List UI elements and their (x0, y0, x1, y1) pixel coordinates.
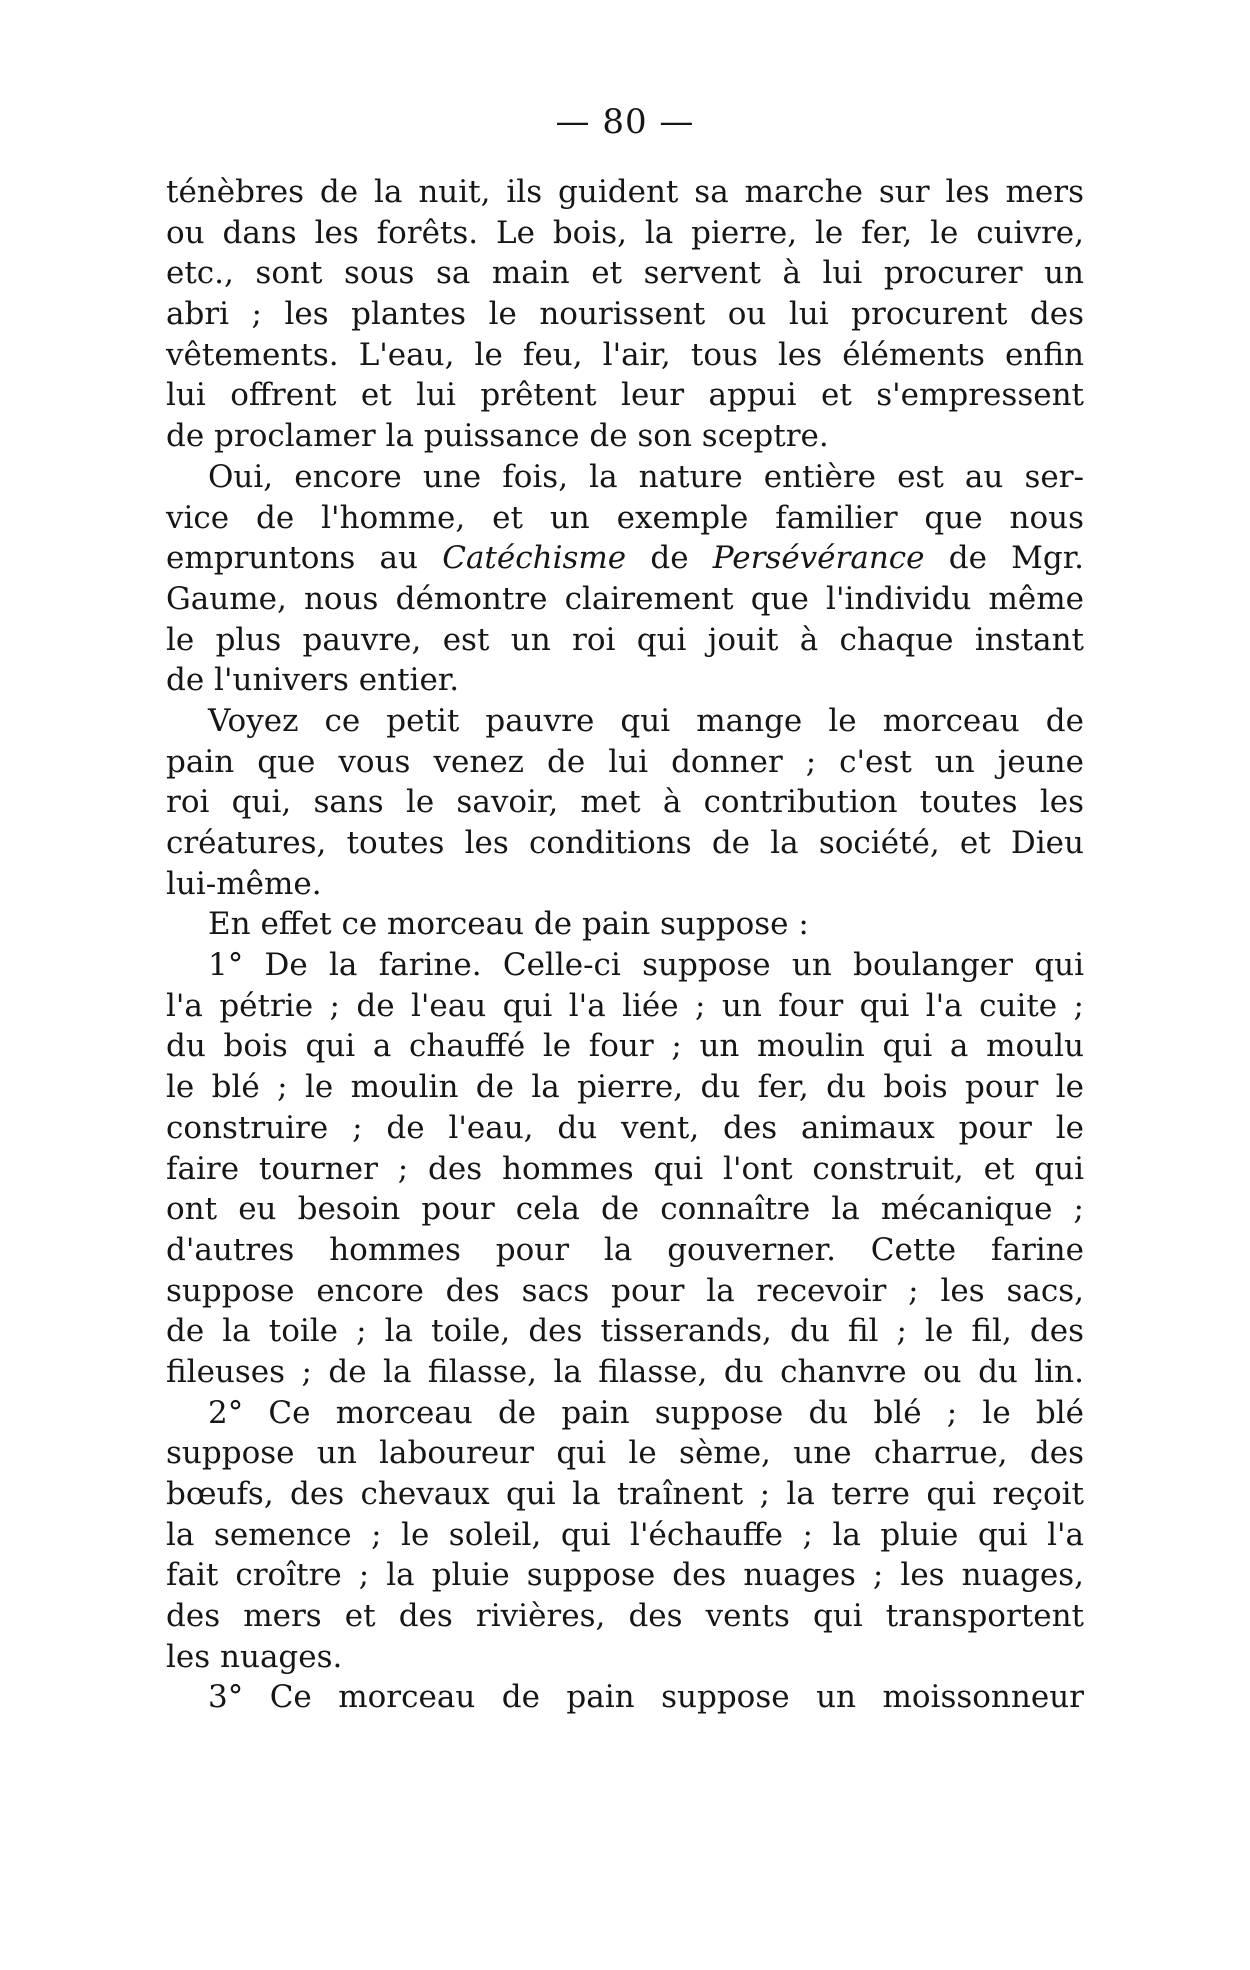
text-line: ont eu besoin pour cela de connaître la mécanique ; (166, 1191, 1084, 1228)
text-line: de proclamer la puissance de son sceptre. (166, 418, 829, 455)
text-line: 1° De la farine. Celle-ci suppose un boulanger qui (208, 947, 1084, 984)
text-line: pain que vous venez de lui donner ; c'est un jeune (166, 743, 1084, 780)
text-line: les nuages. (166, 1638, 343, 1675)
book-title-italic: Persévérance (712, 540, 925, 577)
text-line: de l'univers entier. (166, 662, 460, 699)
text-line: le blé ; le moulin de la pierre, du fer, du bois pour le (166, 1069, 1084, 1106)
book-title-italic: Catéchisme (442, 540, 627, 577)
text-line: le plus pauvre, est un roi qui jouit à chaque instant (166, 621, 1084, 658)
text-line: 3° Ce morceau de pain suppose un moissonneur (208, 1679, 1084, 1716)
text-line: faire tourner ; des hommes qui l'ont construit, et qui (166, 1150, 1084, 1187)
text-line: construire ; de l'eau, du vent, des animaux pour le (166, 1109, 1084, 1146)
text-line: Oui, encore une fois, la nature entière est au ser- (208, 458, 1084, 495)
text-line: Voyez ce petit pauvre qui mange le morceau de (208, 702, 1084, 739)
text-line: etc., sont sous sa main et servent à lui procurer un (166, 255, 1084, 292)
page-number: — 80 — (555, 102, 695, 142)
text-line: roi qui, sans le savoir, met à contribution toutes les (166, 784, 1084, 821)
text-line: des mers et des rivières, des vents qui transportent (166, 1598, 1084, 1635)
text-line: lui offrent et lui prêtent leur appui et s'empressent (166, 377, 1084, 414)
text-line: de la toile ; la toile, des tisserands, du fil ; le fil, des (166, 1313, 1084, 1350)
body-text (166, 172, 1084, 1718)
text-line: fait croître ; la pluie suppose des nuages ; les nuages, (166, 1557, 1084, 1594)
text-line: empruntons au Catéchisme de Persévérance de Mgr. (166, 540, 1084, 577)
text-line: l'a pétrie ; de l'eau qui l'a liée ; un four qui l'a cuite ; (166, 987, 1084, 1024)
text-line: lui-même. (166, 865, 322, 902)
text-line: En effet ce morceau de pain suppose : (208, 906, 809, 943)
text-line: fileuses ; de la filasse, la filasse, du chanvre ou du lin. (166, 1353, 1084, 1390)
text-line: Gaume, nous démontre clairement que l'individu même (166, 580, 1084, 617)
text-line: ou dans les forêts. Le bois, la pierre, le fer, le cuivre, (166, 214, 1084, 251)
text-line: suppose un laboureur qui le sème, une charrue, des (166, 1435, 1084, 1472)
text-line: suppose encore des sacs pour la recevoir ; les sacs, (166, 1272, 1084, 1309)
text-line: vêtements. L'eau, le feu, l'air, tous les éléments enfin (166, 336, 1084, 373)
text-line: 2° Ce morceau de pain suppose du blé ; le blé (208, 1394, 1084, 1431)
text-line: créatures, toutes les conditions de la société, et Dieu (166, 825, 1084, 861)
text-line: abri ; les plantes le nourissent ou lui procurent des (166, 296, 1084, 333)
text-line: du bois qui a chauffé le four ; un moulin qui a moulu (166, 1028, 1084, 1065)
text-line: d'autres hommes pour la gouverner. Cette farine (166, 1231, 1084, 1268)
text-line: bœufs, des chevaux qui la traînent ; la terre qui reçoit (166, 1476, 1084, 1512)
text-line: ténèbres de la nuit, ils guident sa marche sur les mers (166, 174, 1084, 210)
text-line: vice de l'homme, et un exemple familier que nous (166, 499, 1084, 536)
text-line: la semence ; le soleil, qui l'échauffe ; la pluie qui l'a (166, 1516, 1084, 1553)
